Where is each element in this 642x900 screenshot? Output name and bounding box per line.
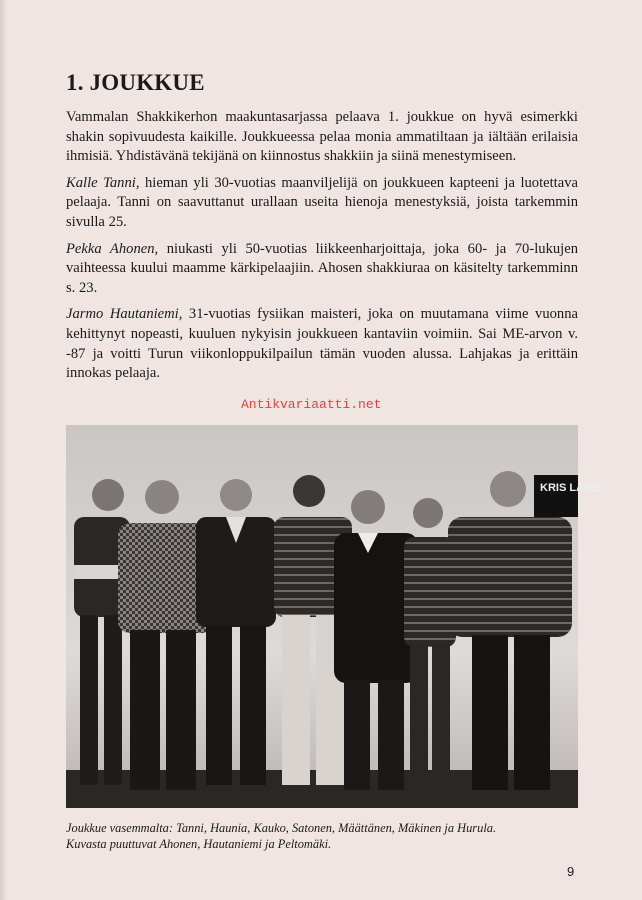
player-description: niukasti yli 50-vuotias liikkeenharjoittaja, joka 60- ja 70-lukujen vaihteessa kuului maamme kärkipelaajiin. Ahosen shakkiuraa on käsitelty tarkemminn s. 23. xyxy=(66,240,578,296)
player-paragraph-tanni xyxy=(66,174,578,233)
watermark: Antikvariaatti.net xyxy=(241,397,382,412)
section-heading: 1. JOUKKUE xyxy=(66,70,205,95)
photo-caption xyxy=(66,820,586,852)
photo-sign-text: KRIS LÄHE xyxy=(540,482,600,494)
player-name: Jarmo Hautaniemi, xyxy=(66,306,183,323)
player-description: 31-vuotias fysiikan maisteri, joka on muutamana viime vuonna kehittynyt nopeasti, kuuluen nykyisin joukkueen kantaviin voimiin. Sai ME-arvon v. -87 ja voitti Turun viikonloppukilpailun tämän vuoden alussa. Lahjakas ja erittäin innokas pelaaja. xyxy=(66,306,578,382)
player-name: Kalle Tanni, xyxy=(66,174,140,191)
team-photo xyxy=(66,425,600,808)
page-number: 9 xyxy=(567,864,575,879)
intro-paragraph: Vammalan Shakkikerhon maakuntasarjassa pelaava 1. joukkue on hyvä esimerkki shakin sopivuudesta kaikille. Joukkueessa pelaa monia ammatiltaan ja iältään erilaisia ihmisiä. Yhdistävänä tekijänä on kiinnostus shakkiin ja siinä menestymiseen. xyxy=(66,109,578,165)
player-paragraph-hautaniemi xyxy=(66,305,578,383)
player-name: Pekka Ahonen, xyxy=(66,240,159,257)
photo-sign xyxy=(534,475,599,517)
player-paragraph-ahonen xyxy=(66,240,578,299)
body-text xyxy=(66,108,578,391)
caption-line-2: Kuvasta puuttuvat Ahonen, Hautaniemi ja Peltomäki. xyxy=(66,837,332,851)
player-description: hieman yli 30-vuotias maanviljelijä on joukkueen kapteeni ja luotettava pelaaja. Tanni on saavuttanut urallaan useita hienoja menestyksiä, joista tarkemmin sivulla 25. xyxy=(66,174,578,230)
caption-line-1: Joukkue vasemmalta: Tanni, Haunia, Kauko, Satonen, Määttänen, Mäkinen ja Hurula. xyxy=(66,821,497,835)
